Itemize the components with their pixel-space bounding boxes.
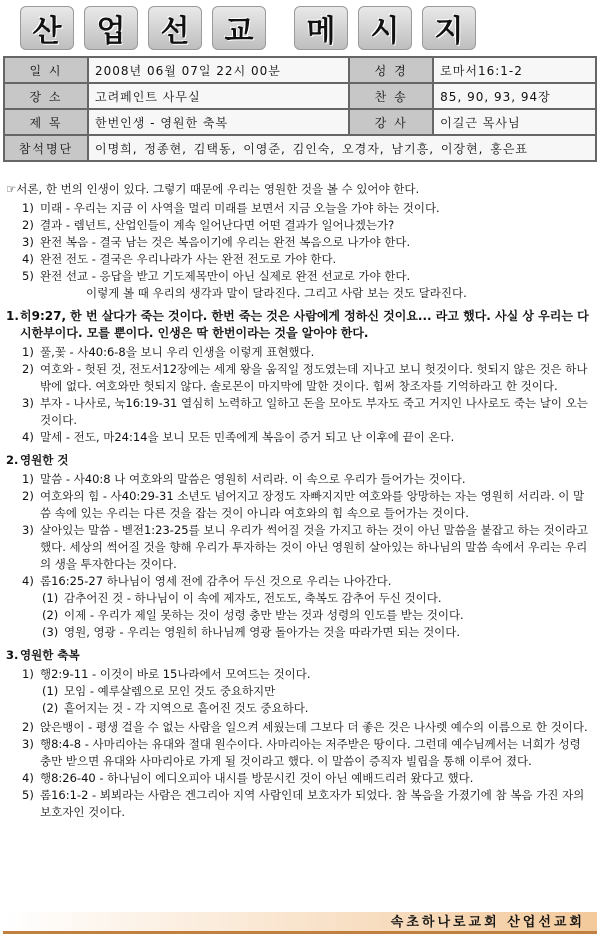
item-text: 롬16:1-2 - 뵈뵈라는 사람은 겐그리아 지역 사람인데 보호자가 되었다. 참 복음을 가졌기에 참 복음 가진 자의 보호자인 것이다. [40, 788, 585, 819]
date-label: 일 시 [4, 57, 88, 83]
intro-text: ☞서론, 한 번의 인생이 있다. 그렇기 때문에 우리는 영원한 것을 볼 수 있어야 한다. [6, 182, 420, 196]
item-number: 1) [22, 345, 34, 359]
item-text: 여호와 - 헛된 것, 전도서12장에는 세계 왕을 움직일 정도였는데 지나고 보니 헛것이다. 헛되지 않은 것은 하나밖에 없다. 여호와만 헛되지 않다. 솔로몬이 마지막에 말한 것이다. 힘써 창조자를 기억하라고 한 것이다. [40, 362, 588, 393]
title-char: 메 [294, 6, 348, 50]
list-item [22, 770, 594, 787]
item-text: 감추어진 것 - 하나님이 이 속에 제자도, 전도도, 축복도 감추어 두신 것이다. [64, 591, 442, 605]
list-item [22, 787, 594, 821]
scripture-label: 성 경 [349, 57, 433, 83]
topic-label: 제 목 [4, 109, 88, 135]
item-text: 완전 전도 - 결국은 우리나라가 사는 완전 전도로 가야 한다. [40, 252, 337, 266]
sermon-body [6, 181, 594, 821]
section-number: 1. [6, 309, 19, 323]
item-number: 1) [22, 667, 34, 681]
section-title: 히9:27, 한 번 살다가 죽는 것이다. 한번 죽는 것은 사람에게 정하신 것이요... 라고 했다. 사실 상 우리는 다 시한부이다. 모를 뿐이다. 인생은 딱 한번이라는 것을 알아야 한다. [20, 309, 589, 340]
list-item [22, 488, 594, 522]
speaker-label: 강 사 [349, 109, 433, 135]
section-heading [6, 308, 594, 342]
item-number: 4) [22, 771, 34, 785]
item-text: 행8:26-40 - 하나님이 에디오피아 내시를 방문시킨 것이 아닌 예배드리러 왔다고 했다. [40, 771, 474, 785]
list-item [22, 251, 594, 268]
sub-list-item [42, 700, 594, 717]
sub-list-item [42, 683, 594, 700]
list-item [22, 719, 594, 736]
item-text: 완전 선교 - 응답을 받고 기도제목만이 아닌 실제로 완전 선교로 가야 한다. [40, 269, 411, 283]
item-number: 3) [22, 523, 34, 537]
item-text: 이제 - 우리가 제일 못하는 것이 성령 충만 받는 것과 성령의 인도를 받는 것이다. [64, 608, 464, 622]
hymn-value: 85, 90, 93, 94장 [433, 83, 596, 109]
item-text: 행8:4-8 - 사마리아는 유대와 절대 원수이다. 사마리아는 저주받은 땅이다. 그런데 예수님께서는 너희가 성령 충만 받으면 유대와 사마리아로 가게 될 것이라고 했다. 이 말씀이 증직자 빌립을 통해 이루어 졌다. [40, 737, 581, 768]
title-char: 시 [358, 6, 412, 50]
item-number: 5) [22, 788, 34, 802]
list-item [22, 217, 594, 234]
place-label: 장 소 [4, 83, 88, 109]
title-banner [20, 6, 580, 54]
section-number: 3. [6, 648, 19, 662]
section-title: 영원한 것 [20, 453, 69, 467]
list-item [22, 395, 594, 429]
list-item [22, 736, 594, 770]
list-item [22, 361, 594, 395]
item-text: 행2:9-11 - 이것이 바로 15나라에서 모여드는 것이다. [40, 667, 311, 681]
item-text: 영원, 영광 - 우리는 영원히 하나님께 영광 돌아가는 것을 따라가면 되는 것이다. [64, 625, 461, 639]
sub-list-item [42, 624, 594, 641]
item-text: 앉은뱅이 - 평생 걸을 수 없는 사람을 일으켜 세웠는데 그보다 더 좋은 것은 나사렛 예수의 이름으로 한 것이다. [40, 720, 588, 734]
item-text: 풀,꽃 - 사40:6-8을 보니 우리 인생을 이렇게 표현했다. [40, 345, 315, 359]
list-item [22, 471, 594, 488]
list-item [22, 200, 594, 217]
item-text: 모임 - 예루살렘으로 모인 것도 중요하지만 [64, 684, 276, 698]
item-text: 롬16:25-27 하나님이 영세 전에 감추어 두신 것으로 우리는 나아간다. [40, 574, 392, 588]
item-number: 4) [22, 574, 34, 588]
item-text: 말씀 - 사40:8 나 여호와의 말씀은 영원히 서리라. 이 속으로 우리가 들어가는 것이다. [40, 472, 466, 486]
list-item [22, 234, 594, 251]
section1-list [22, 344, 594, 446]
title-char: 지 [422, 6, 476, 50]
title-char: 선 [148, 6, 202, 50]
date-value: 2008년 06월 07일 22시 00분 [88, 57, 349, 83]
item-text: 완전 복음 - 결국 남는 것은 복음이기에 우리는 완전 복음으로 나가야 한다. [40, 235, 411, 249]
item-number: 4) [22, 252, 34, 266]
section3-sublist [42, 683, 594, 717]
title-char: 업 [84, 6, 138, 50]
list-item [22, 666, 594, 683]
speaker-value: 이길근 목사님 [433, 109, 596, 135]
item-number: 3) [22, 235, 34, 249]
list-item [22, 522, 594, 573]
section-heading [6, 452, 594, 469]
item-text: 결과 - 렘넌트, 산업인들이 계속 일어난다면 어떤 결과가 일어나겠는가? [40, 218, 395, 232]
item-number: 1) [22, 201, 34, 215]
attendee-value: 이명희, 정종현, 김택동, 이영준, 김인숙, 오경자, 남기흥, 이장현, 홍은표 [88, 135, 596, 161]
item-text: 미래 - 우리는 지금 이 사역을 멀리 미래를 보면서 지금 오늘을 가야 하는 것이다. [40, 201, 440, 215]
list-item [22, 429, 594, 446]
title-char: 산 [20, 6, 74, 50]
item-number: (1) [42, 591, 59, 605]
item-number: 2) [22, 362, 34, 376]
item-number: 5) [22, 269, 34, 283]
place-value: 고려페인트 사무실 [88, 83, 349, 109]
item-number: (2) [42, 701, 59, 715]
item-number: 2) [22, 218, 34, 232]
item-number: 3) [22, 396, 34, 410]
item-number: 3) [22, 737, 34, 751]
item-number: 4) [22, 430, 34, 444]
item-text: 부자 - 나사로, 눅16:19-31 열심히 노력하고 일하고 돈을 모아도 부자도 죽고 거지인 나사로도 죽는 날이 오는 것이다. [40, 396, 588, 427]
list-item [22, 573, 594, 590]
item-number: 2) [22, 489, 34, 503]
section-heading [6, 647, 594, 664]
sub-list-item [42, 607, 594, 624]
item-text: 말세 - 전도, 마24:14을 보니 모든 민족에게 복음이 증거 되고 난 이후에 끝이 온다. [40, 430, 455, 444]
intro-list [22, 200, 594, 285]
intro-closing: 이렇게 볼 때 우리의 생각과 말이 달라진다. 그리고 사람 보는 것도 달라진다. [86, 286, 467, 300]
section-title: 영원한 축복 [20, 648, 80, 662]
footer-church-name: 속초하나로교회 산업선교회 [3, 912, 597, 934]
section-number: 2. [6, 453, 19, 467]
item-number: (1) [42, 684, 59, 698]
section3-list [22, 719, 594, 821]
list-item [22, 268, 594, 285]
hymn-label: 찬 송 [349, 83, 433, 109]
item-number: 2) [22, 720, 34, 734]
item-number: 1) [22, 472, 34, 486]
title-char: 교 [212, 6, 266, 50]
info-table [3, 56, 597, 162]
scripture-value: 로마서16:1-2 [433, 57, 596, 83]
section3-list-first [22, 666, 594, 683]
attendee-label: 참석명단 [4, 135, 88, 161]
sub-list-item [42, 590, 594, 607]
item-text: 여호와의 힘 - 사40:29-31 소년도 넘어지고 장정도 자빠지지만 여호와를 앙망하는 자는 영원히 서리라. 이 말씀 속에 있는 우리는 다른 것을 잡는 것이 아니라 여호와의 힘 속으로 들어가는 것이다. [40, 489, 585, 520]
section2-list [22, 471, 594, 590]
list-item [22, 344, 594, 361]
item-text: 살아있는 말씀 - 벧전1:23-25를 보니 우리가 썩어질 것을 가지고 하는 것이 아닌 말씀을 붙잡고 하는 것이라고 했다. 세상의 썩어질 것을 향해 우리가 투자하는 것이 아닌 영원히 살아있는 하나님의 말씀 속에서 우리는 우리의 생을 투자한다는 것이다. [40, 523, 588, 571]
topic-value: 한번인생 - 영원한 축복 [88, 109, 349, 135]
item-text: 흩어지는 것 - 각 지역으로 흩어진 것도 중요하다. [64, 701, 309, 715]
item-number: (3) [42, 625, 59, 639]
item-number: (2) [42, 608, 59, 622]
title-spacer [276, 6, 284, 50]
section2-sublist [42, 590, 594, 641]
